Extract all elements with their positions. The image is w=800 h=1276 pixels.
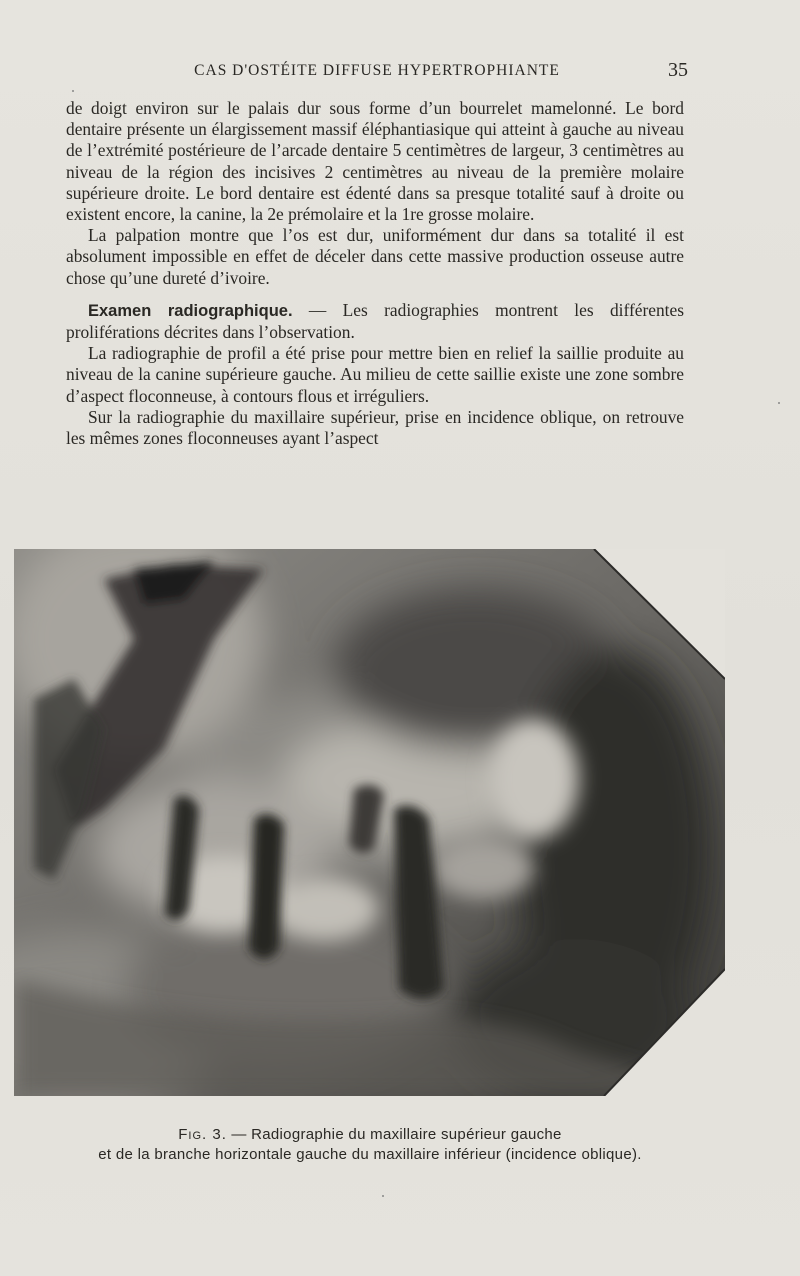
body-text	[66, 98, 684, 449]
running-head	[66, 60, 688, 84]
paragraph-3	[66, 300, 684, 343]
section-heading: Examen radiographique.	[88, 301, 293, 320]
page-speck	[778, 402, 780, 404]
radiograph-figure	[14, 549, 725, 1096]
figure-caption	[40, 1125, 700, 1165]
figure-label: Fig. 3.	[178, 1126, 227, 1143]
running-title: CAS D'OSTÉITE DIFFUSE HYPERTROPHIANTE	[194, 62, 560, 79]
caption-line-1	[40, 1125, 700, 1145]
paragraph-5: Sur la radiographie du maxillaire supérieur, prise en incidence oblique, on retrouve les mêmes zones floconneuses ayant l’aspect	[66, 406, 684, 449]
paragraph-4: La radiographie de profil a été prise pour mettre bien en relief la saillie produite au niveau de la canine supérieure gauche. Au milieu de cette saillie existe une zone sombre d’aspect floconneuse, à contours flous et irréguliers.	[66, 343, 684, 406]
page-number: 35	[668, 59, 688, 81]
caption-line-2: et de la branche horizontale gauche du maxillaire inférieur (incidence oblique).	[98, 1146, 642, 1163]
page-speck	[72, 90, 74, 92]
caption-text-1: — Radiographie du maxillaire supérieur gauche	[226, 1126, 562, 1143]
radiograph-image	[14, 549, 725, 1096]
paragraph-3-text: — Les radiographies montrent les différentes proliférations décrites dans l’observation.	[66, 299, 685, 343]
page-speck	[382, 1195, 384, 1197]
paragraph-2: La palpation montre que l’os est dur, uniformément dur dans sa totalité il est absolument impossible en effet de déceler dans cette massive production osseuse autre chose qu’une dureté d’ivoire.	[66, 225, 684, 288]
paragraph-1: de doigt environ sur le palais dur sous forme d’un bourrelet mamelonné. Le bord dentaire présente un élargissement massif éléphantiasique qui atteint à gauche au niveau de l’extrémité postérieure de l’arcade dentaire 5 centimètres de largeur, 3 centimètres au niveau de la région des incisives 2 centimètres au niveau de la première molaire supérieure droite. Le bord dentaire est édenté dans sa presque totalité sauf à droite ou existent encore, la canine, la 2e prémolaire et la 1re grosse molaire.	[66, 98, 684, 225]
